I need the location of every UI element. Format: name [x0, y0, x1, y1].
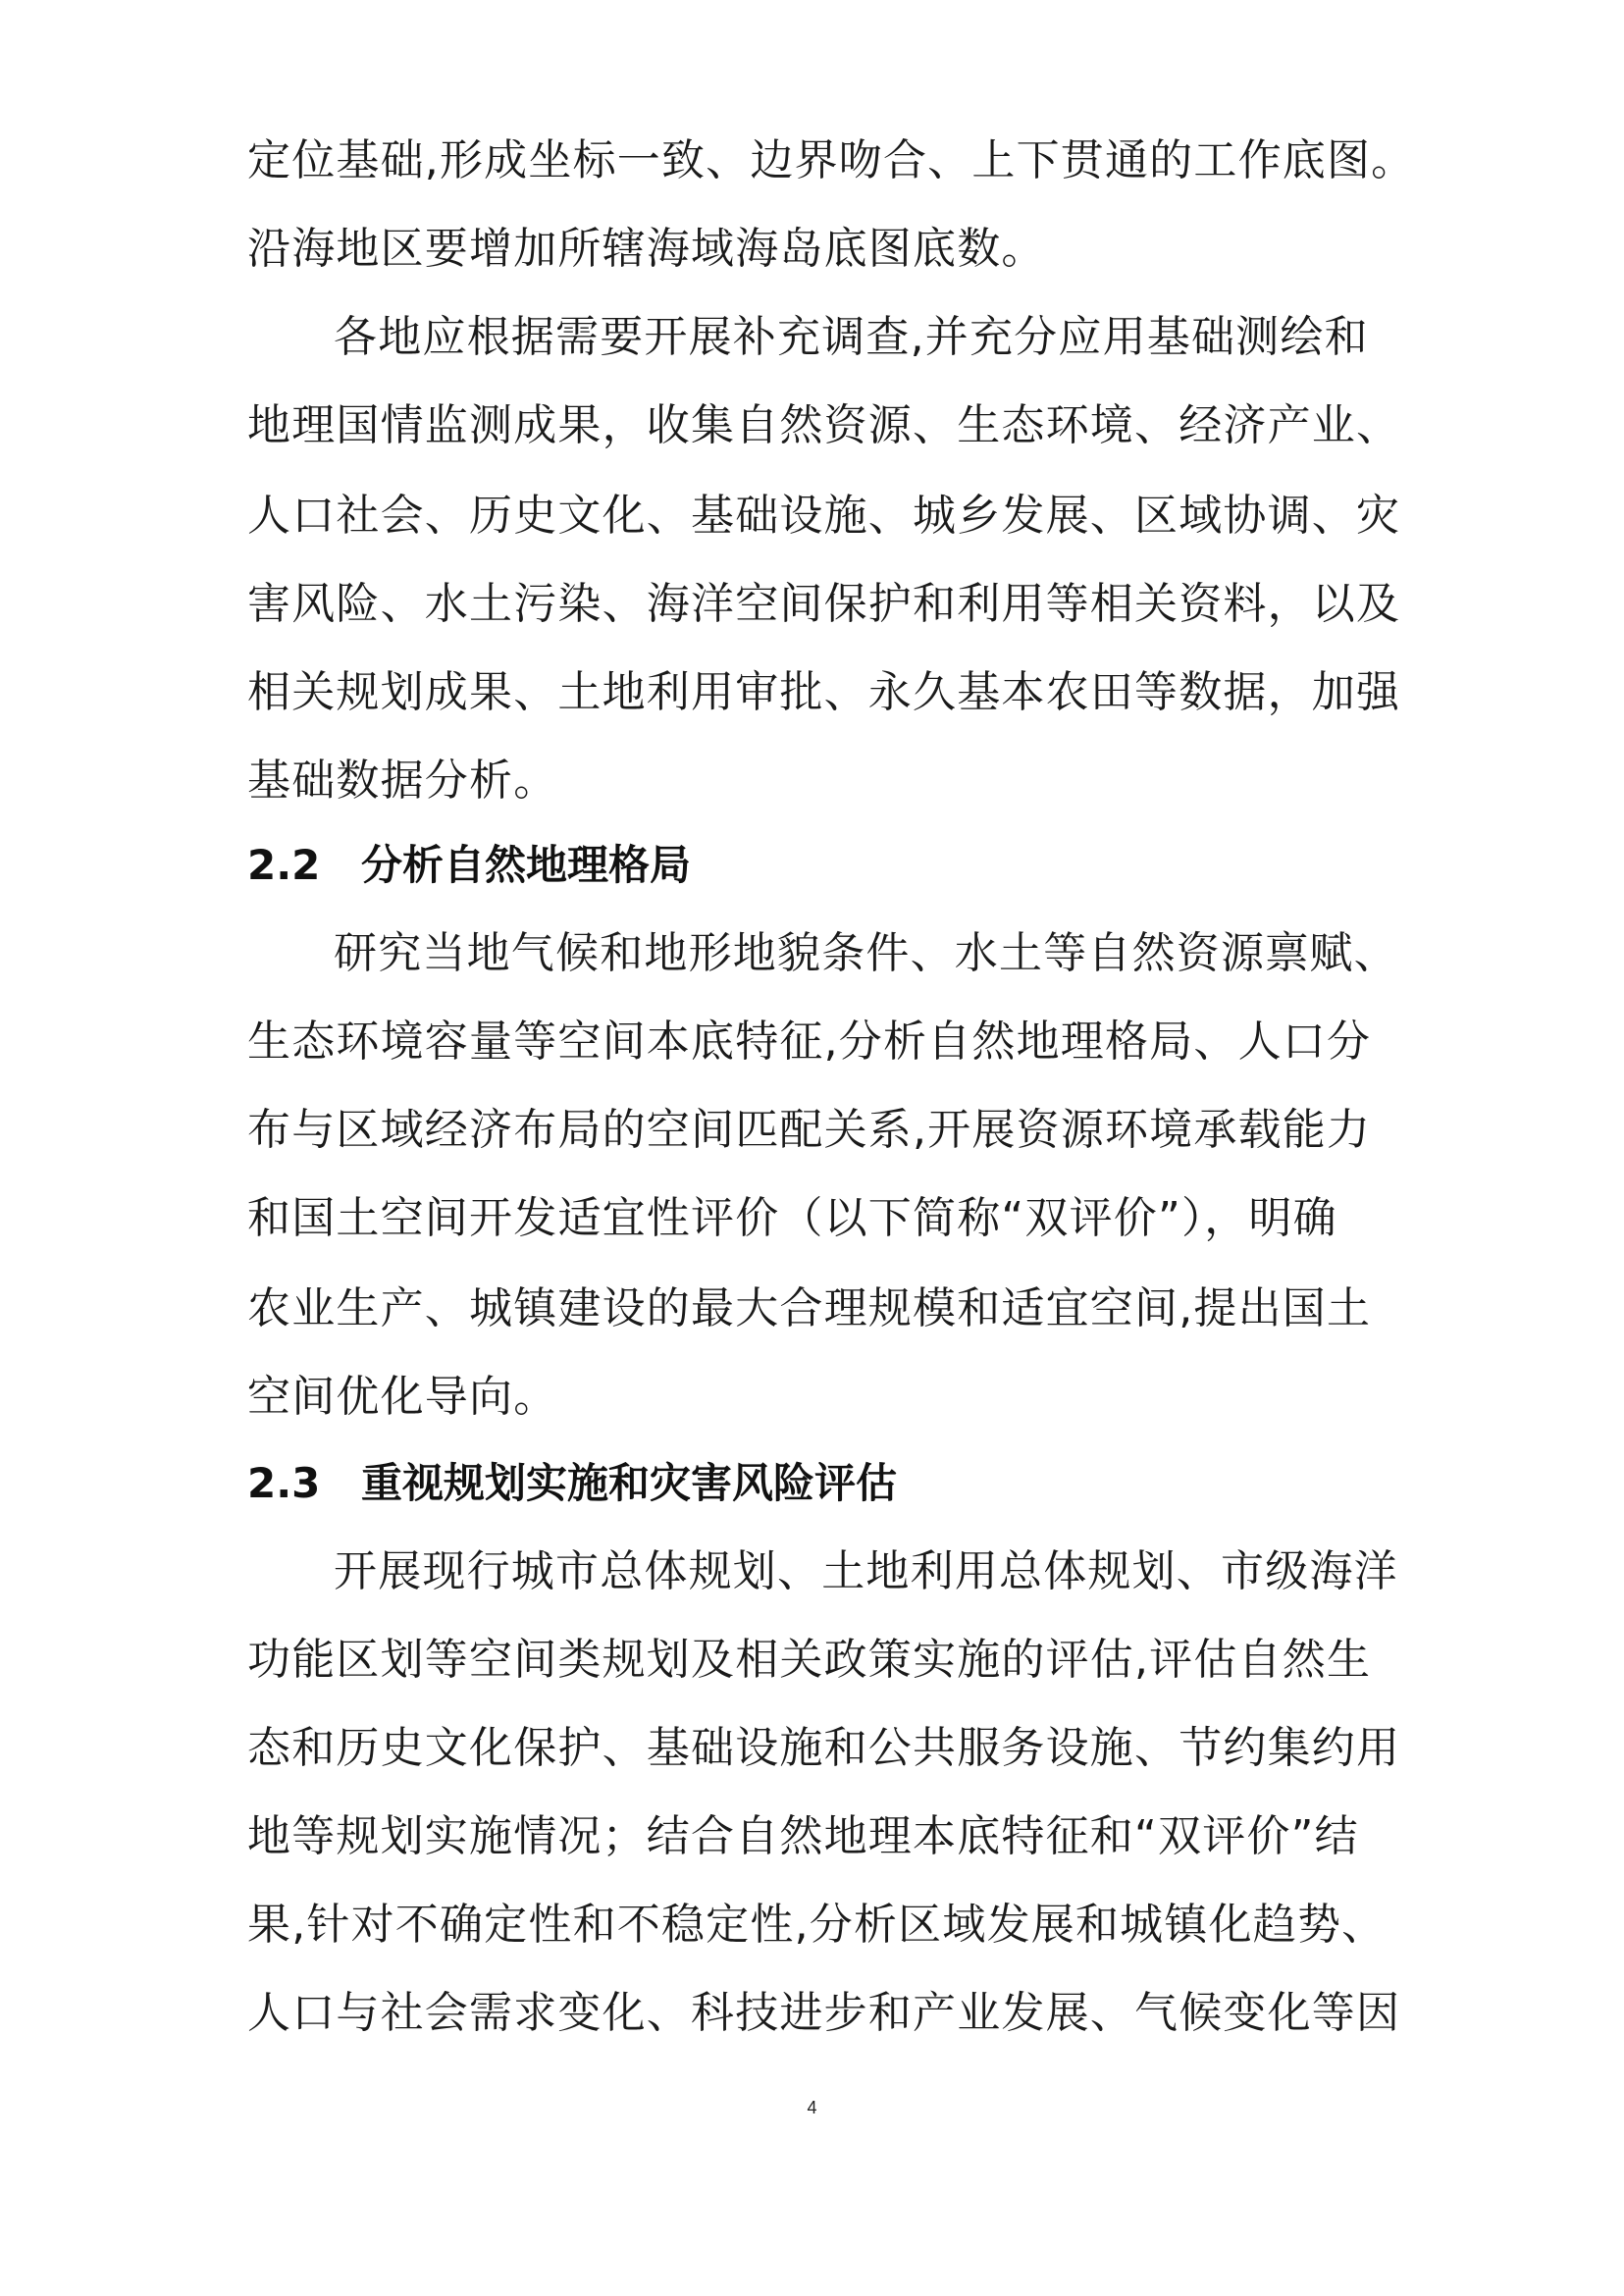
text-line: 人口与社会需求变化、科技进步和产业发展、气候变化等因: [247, 1988, 1401, 2038]
section-number: 2.3: [247, 1459, 321, 1507]
text-line: 功能区划等空间类规划及相关政策实施的评估,评估自然生: [247, 1635, 1372, 1685]
text-line: 态和历史文化保护、基础设施和公共服务设施、节约集约用: [247, 1723, 1401, 1773]
text-line: 人口社会、历史文化、基础设施、城乡发展、区域协调、灾: [247, 491, 1401, 541]
text-line: 沿海地区要增加所辖海域海岛底图底数。: [247, 224, 1046, 274]
text-line: 研究当地气候和地形地貌条件、水土等自然资源禀赋、: [334, 928, 1398, 978]
text-line: 空间优化导向。: [247, 1372, 558, 1422]
text-line: 地理国情监测成果，收集自然资源、生态环境、经济产业、: [247, 400, 1401, 450]
section-title: 重视规划实施和灾害风险评估: [361, 1459, 898, 1507]
section-number: 2.2: [247, 841, 321, 889]
text-line: 布与区域经济布局的空间匹配关系,开展资源环境承载能力: [247, 1105, 1372, 1155]
text-line: 地等规划实施情况；结合自然地理本底特征和“双评价”结: [247, 1811, 1359, 1861]
text-line: 定位基础,形成坐标一致、边界吻合、上下贯通的工作底图。: [247, 135, 1416, 185]
section-heading-2-2: [247, 836, 691, 895]
text-line: 开展现行城市总体规划、土地利用总体规划、市级海洋: [334, 1546, 1398, 1596]
text-line: 害风险、水土污染、海洋空间保护和利用等相关资料，以及: [247, 579, 1401, 629]
text-line: 果,针对不确定性和不稳定性,分析区域发展和城镇化趋势、: [247, 1900, 1387, 1950]
text-line: 各地应根据需要开展补充调查,并充分应用基础测绘和: [334, 312, 1369, 362]
text-line: 和国土空间开发适宜性评价（以下简称“双评价”），明确: [247, 1193, 1337, 1243]
text-line: 农业生产、城镇建设的最大合理规模和适宜空间,提出国土: [247, 1283, 1372, 1333]
section-title: 分析自然地理格局: [361, 841, 692, 889]
section-heading-2-3: [247, 1454, 897, 1513]
text-line: 相关规划成果、土地利用审批、永久基本农田等数据，加强: [247, 667, 1401, 717]
page-number: 4: [807, 2098, 817, 2117]
text-line: 生态环境容量等空间本底特征,分析自然地理格局、人口分: [247, 1017, 1372, 1067]
text-line: 基础数据分析。: [247, 756, 558, 806]
